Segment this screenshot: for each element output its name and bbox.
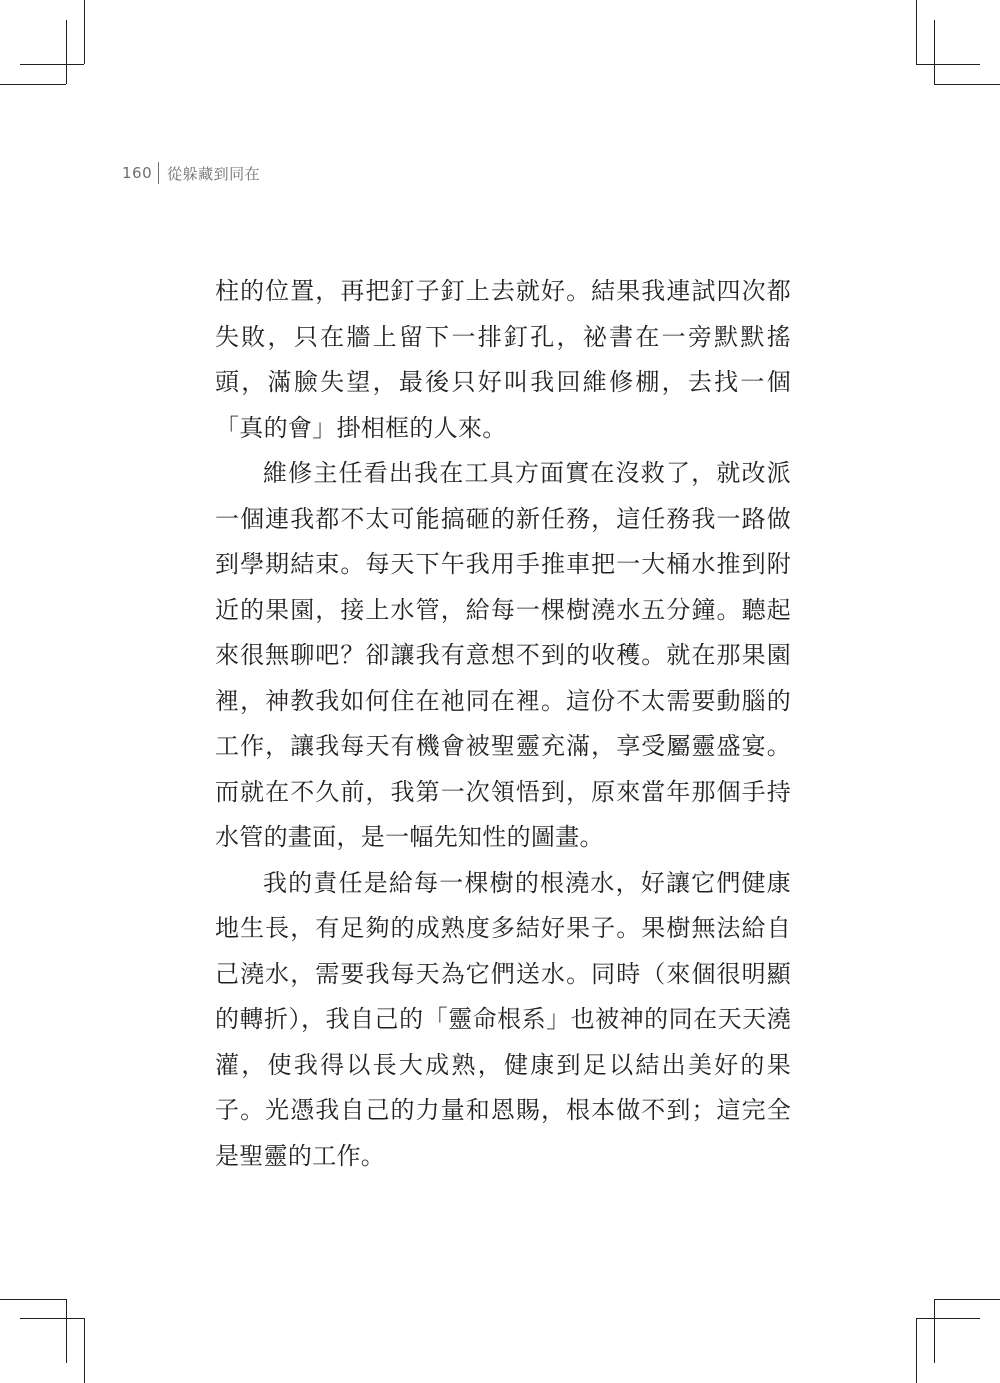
paragraph-2: 維修主任看出我在工具方面實在沒救了，就改派一個連我都不太可能搞砸的新任務，這任務我一路做到學期結束。每天下午我用手推車把一大桶水推到附近的果園，接上水管，給每一棵樹澆水五分鐘。聽起來很無聊吧？卻讓我有意想不到的收穫。就在那果園裡，神教我如何住在祂同在裡。這份不太需要動腦的工作，讓我每天有機會被聖靈充滿，享受屬靈盛宴。而就在不久前，我第一次領悟到，原來當年那個手持水管的畫面，是一幅先知性的圖畫。 (215, 459, 791, 851)
crop-mark-top-left-vertical (84, 0, 85, 64)
running-head-divider (158, 162, 159, 184)
page-number: 160 (122, 164, 153, 182)
crop-mark-top-right-vertical (916, 0, 917, 64)
book-title: 從躲藏到同在 (167, 164, 261, 183)
crop-mark-top-right-horizontal (934, 84, 1000, 85)
paragraph-1: 柱的位置，再把釘子釘上去就好。結果我連試四次都失敗，只在牆上留下一排釘孔，祕書在一旁默默搖頭，滿臉失望，最後只好叫我回維修棚，去找一個「真的會」掛相框的人來。 (215, 277, 791, 442)
crop-mark-bottom-right-vertical-inner (934, 1299, 935, 1363)
crop-mark-top-right-vertical-inner (934, 20, 935, 84)
crop-mark-bottom-left-vertical (84, 1318, 85, 1383)
crop-mark-top-left-horizontal (0, 84, 66, 85)
crop-mark-bottom-left-horizontal-inner (20, 1318, 84, 1319)
crop-mark-bottom-left-horizontal (0, 1299, 66, 1300)
running-head (122, 160, 260, 186)
crop-mark-bottom-right-horizontal-inner (916, 1318, 980, 1319)
crop-mark-top-right-horizontal-inner (916, 64, 980, 65)
crop-mark-top-left-horizontal-inner (20, 64, 84, 65)
crop-mark-bottom-right-horizontal (934, 1299, 1000, 1300)
crop-mark-top-left-vertical-inner (66, 20, 67, 84)
body-text (215, 269, 791, 1179)
paragraph-3: 我的責任是給每一棵樹的根澆水，好讓它們健康地生長，有足夠的成熟度多結好果子。果樹無法給自己澆水，需要我每天為它們送水。同時（來個很明顯的轉折），我自己的「靈命根系」也被神的同在天天澆灌，使我得以長大成熟，健康到足以結出美好的果子。光憑我自己的力量和恩賜，根本做不到；這完全是聖靈的工作。 (215, 868, 791, 1170)
crop-mark-bottom-right-vertical (916, 1318, 917, 1383)
crop-mark-bottom-left-vertical-inner (66, 1299, 67, 1363)
